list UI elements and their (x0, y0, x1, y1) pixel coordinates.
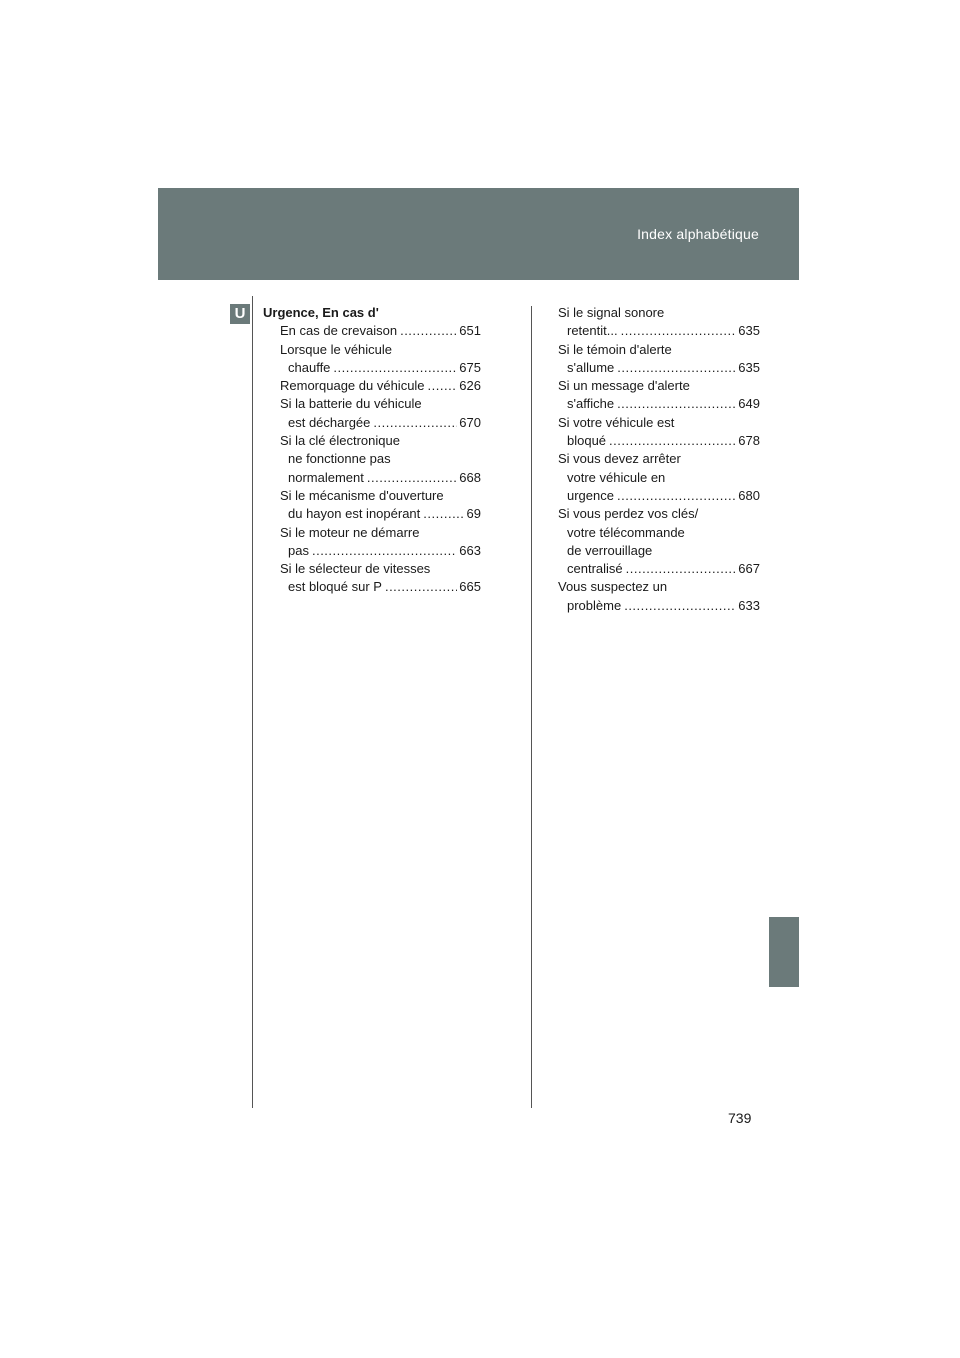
section-letter-marker: U (230, 304, 250, 324)
index-entry: Si la clé électronique (280, 433, 400, 449)
index-entry (263, 469, 481, 487)
dot-leader (400, 322, 457, 340)
index-entry: Si votre véhicule est (558, 414, 675, 430)
index-entry-page: 633 (738, 597, 760, 613)
index-entry-text: En cas de crevaison (280, 323, 398, 339)
index-entry-text: problème (567, 597, 622, 613)
index-entry-page: 649 (738, 396, 760, 412)
index-entry (263, 414, 481, 432)
dot-leader (617, 487, 736, 505)
page-number: 739 (728, 1110, 752, 1126)
index-entry: Vous suspectez un (558, 579, 668, 595)
header-band (158, 188, 799, 280)
index-entry (558, 597, 760, 615)
index-entry: Urgence, En cas d' (263, 305, 379, 320)
index-entry-page: 678 (738, 433, 760, 449)
index-entry (558, 395, 760, 413)
index-entry (263, 578, 481, 596)
index-entry-text: est bloqué sur P (288, 579, 382, 595)
index-entry-text: s'affiche (567, 396, 615, 412)
index-entry-text: du hayon est inopérant (288, 506, 421, 522)
index-entry-text: centralisé (567, 561, 623, 577)
left-column-rule (252, 296, 253, 1108)
dot-leader (312, 542, 457, 560)
dot-leader (428, 377, 458, 395)
index-entry-page: 651 (459, 323, 481, 339)
index-entry-text: pas (288, 542, 309, 558)
index-entry-text: urgence (567, 487, 614, 503)
index-entry-text: bloqué (567, 433, 607, 449)
index-entry: Si le sélecteur de vitesses (280, 561, 431, 577)
index-entry-page: 680 (738, 487, 760, 503)
index-entry-text: normalement (288, 469, 364, 485)
index-entry: Si un message d'alerte (558, 378, 690, 394)
index-entry: Si vous perdez vos clés/ (558, 506, 699, 522)
index-entry (263, 359, 481, 377)
index-entry-page: 667 (738, 561, 760, 577)
index-entry: Si le mécanisme d'ouverture (280, 487, 444, 503)
index-entry-page: 663 (459, 542, 481, 558)
index-entry (263, 505, 481, 523)
index-entry-page: 626 (459, 378, 481, 394)
dot-leader (621, 322, 737, 340)
index-entry (263, 322, 481, 340)
dot-leader (373, 414, 457, 432)
index-entry-text: est déchargée (288, 414, 371, 430)
index-entry (558, 359, 760, 377)
index-entry-page: 635 (738, 323, 760, 339)
index-entry-page: 675 (459, 359, 481, 375)
index-entry-page: 69 (466, 506, 481, 522)
index-entry (263, 377, 481, 395)
index-entry-page: 635 (738, 359, 760, 375)
index-entry: Si la batterie du véhicule (280, 396, 422, 412)
index-entry-page: 670 (459, 414, 481, 430)
index-entry: Si le témoin d'alerte (558, 341, 672, 357)
index-entry (558, 487, 760, 505)
index-entry: Lorsque le véhicule (280, 341, 393, 357)
index-entry: votre véhicule en (567, 469, 666, 485)
index-entry (558, 432, 760, 450)
middle-column-rule (531, 306, 532, 1108)
index-entry: Si vous devez arrêter (558, 451, 681, 467)
index-entry: Si le signal sonore (558, 305, 665, 320)
index-entry-text: retentit... (567, 323, 618, 339)
index-entry (558, 322, 760, 340)
dot-leader (617, 359, 736, 377)
dot-leader (367, 469, 457, 487)
index-entry: Si le moteur ne démarre (280, 524, 420, 540)
section-thumb-tab (769, 917, 799, 987)
index-entry-page: 665 (459, 579, 481, 595)
dot-leader (617, 395, 736, 413)
dot-leader (423, 505, 464, 523)
index-entry (558, 560, 760, 578)
index-entry-text: s'allume (567, 359, 615, 375)
index-entry-text: Remorquage du véhicule (280, 378, 425, 394)
index-entry: votre télécommande (567, 524, 685, 540)
dot-leader (609, 432, 736, 450)
index-column-right (558, 304, 760, 615)
dot-leader (626, 560, 737, 578)
header-title: Index alphabétique (637, 226, 759, 242)
dot-leader (385, 578, 457, 596)
index-entry: ne fonctionne pas (288, 451, 391, 467)
index-entry: de verrouillage (567, 542, 653, 558)
index-entry-page: 668 (459, 469, 481, 485)
dot-leader (624, 597, 736, 615)
index-column-left (263, 304, 481, 597)
index-entry (263, 542, 481, 560)
index-entry-text: chauffe (288, 359, 331, 375)
dot-leader (333, 359, 457, 377)
